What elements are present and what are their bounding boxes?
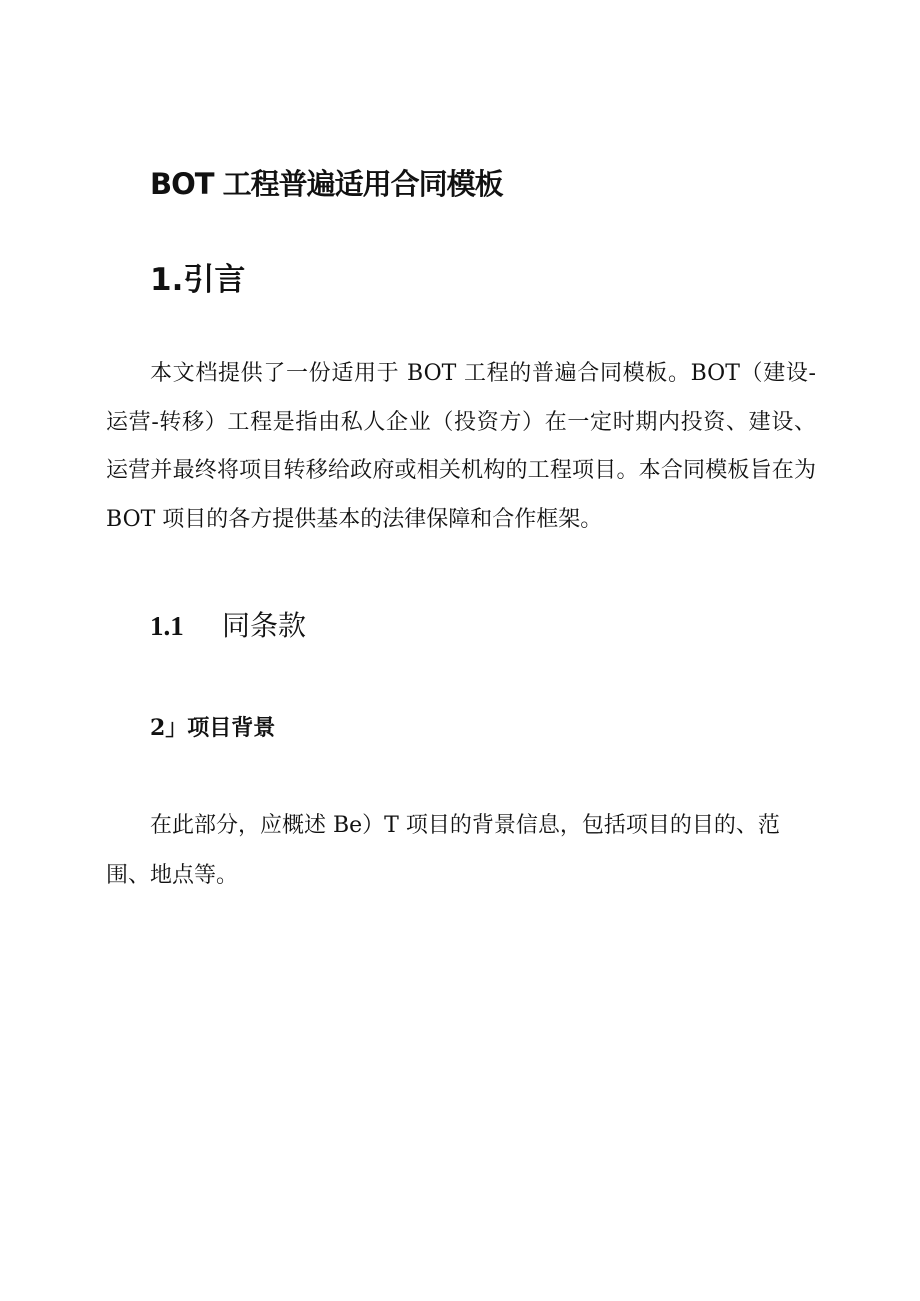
project-background-paragraph: 在此部分，应概述 Be）T 项目的背景信息，包括项目的目的、范围、地点等。 xyxy=(106,813,780,888)
subsection-label: 同条款 xyxy=(222,609,307,642)
document-title: BOT 工程普遍适用合同模板 xyxy=(150,167,503,201)
item-heading-project-background: 2」项目背景 xyxy=(150,715,276,741)
subsection-number: 1.1 xyxy=(150,611,184,641)
subsection-heading xyxy=(150,604,306,644)
intro-paragraph: 本文档提供了一份适用于 BOT 工程的普遍合同模板。BOT（建设-运营-转移）工程是指由私人企业（投资方）在一定时期内投资、建设、运营并最终将项目转移给政府或相关机构的工程项目。本合同模板旨在为 BOT 项目的各方提供基本的法律保障和合作框架。 xyxy=(106,361,816,532)
section-heading-introduction: 1.引言 xyxy=(150,262,246,298)
